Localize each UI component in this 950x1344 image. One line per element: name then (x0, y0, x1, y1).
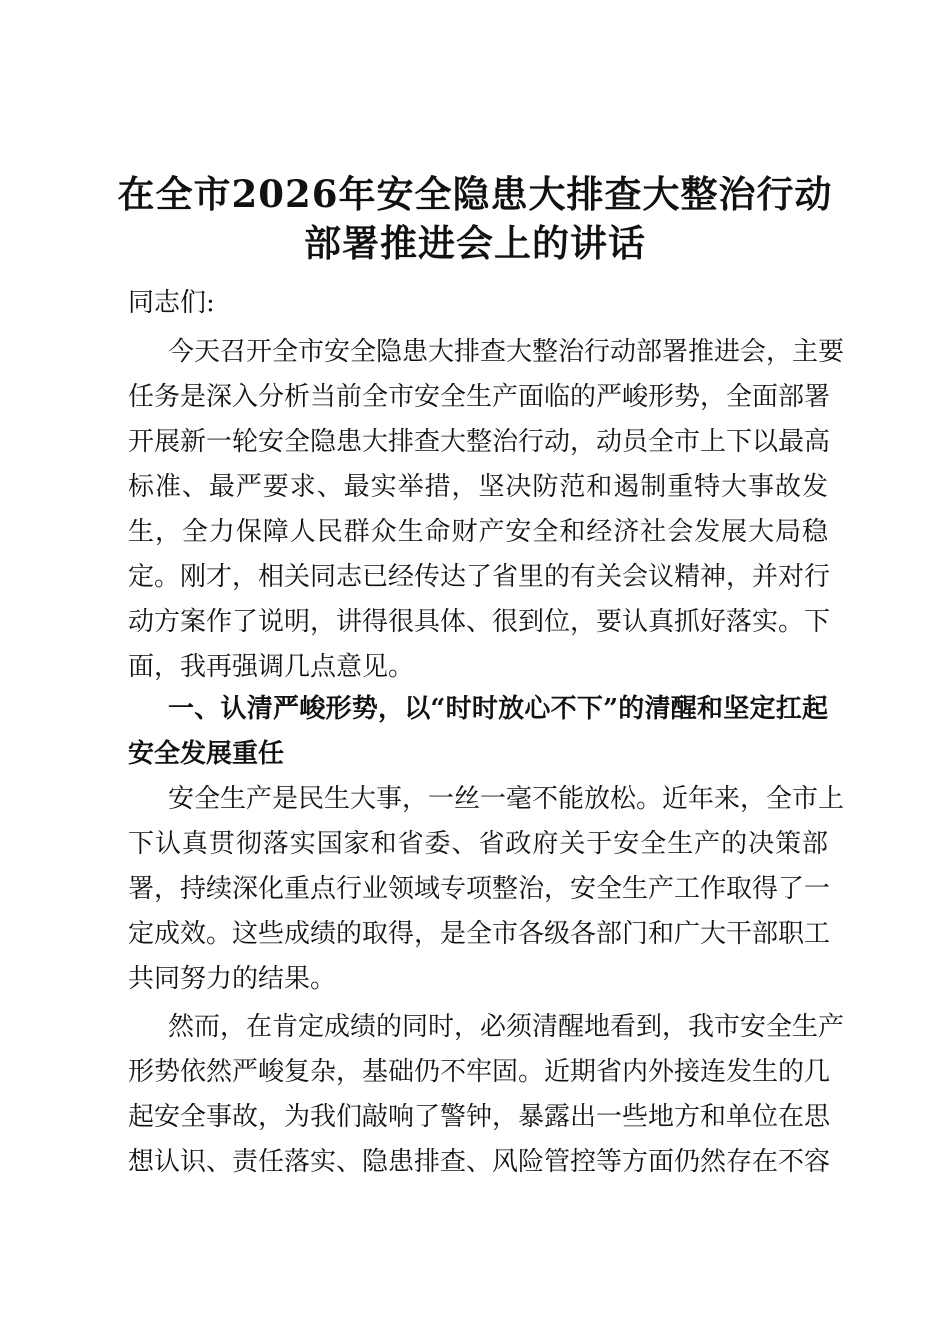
paragraph-1-line: 任务是深入分析当前全市安全生产面临的严峻形势，全面部署 (128, 382, 831, 412)
paragraph-2-line: 定成效。这些成绩的取得，是全市各级各部门和广大干部职工 (128, 919, 831, 949)
paragraph-3-line: 起安全事故，为我们敲响了警钟，暴露出一些地方和单位在思 (128, 1102, 831, 1132)
paragraph-2-line: 安全生产是民生大事，一丝一毫不能放松。近年来，全市上 (168, 784, 845, 814)
paragraph-2-line: 署，持续深化重点行业领域专项整治，安全生产工作取得了一 (128, 874, 831, 904)
paragraph-3-line: 想认识、责任落实、隐患排查、风险管控等方面仍然存在不容 (128, 1147, 831, 1177)
paragraph-2-line: 下认真贯彻落实国家和省委、省政府关于安全生产的决策部 (128, 829, 828, 859)
document-title-line-1: 在全市2026年安全隐患大排查大整治行动 (117, 172, 833, 216)
salutation: 同志们: (128, 288, 215, 318)
section-heading-1-line: 一、认清严峻形势，以“时时放心不下”的清醒和坚定扛起 (168, 694, 828, 724)
paragraph-1-line: 面，我再强调几点意见。 (128, 652, 415, 682)
paragraph-1-line: 开展新一轮安全隐患大排查大整治行动，动员全市上下以最高 (128, 427, 831, 457)
paragraph-2-line: 共同努力的结果。 (128, 964, 337, 994)
section-heading-1-line: 安全发展重任 (128, 739, 285, 769)
paragraph-3-line: 然而，在肯定成绩的同时，必须清醒地看到，我市安全生产 (168, 1012, 845, 1042)
paragraph-1-line: 动方案作了说明，讲得很具体、很到位，要认真抓好落实。下 (128, 607, 831, 637)
paragraph-1-line: 生，全力保障人民群众生命财产安全和经济社会发展大局稳 (128, 517, 828, 547)
paragraph-3-line: 形势依然严峻复杂，基础仍不牢固。近期省内外接连发生的几 (128, 1057, 831, 1087)
document-title-line-2: 部署推进会上的讲话 (304, 221, 646, 265)
paragraph-1-line: 标准、最严要求、最实举措，坚决防范和遏制重特大事故发 (128, 472, 828, 502)
paragraph-1-line: 定。刚才，相关同志已经传达了省里的有关会议精神，并对行 (128, 562, 831, 592)
paragraph-1-line: 今天召开全市安全隐患大排查大整治行动部署推进会，主要 (168, 337, 845, 367)
